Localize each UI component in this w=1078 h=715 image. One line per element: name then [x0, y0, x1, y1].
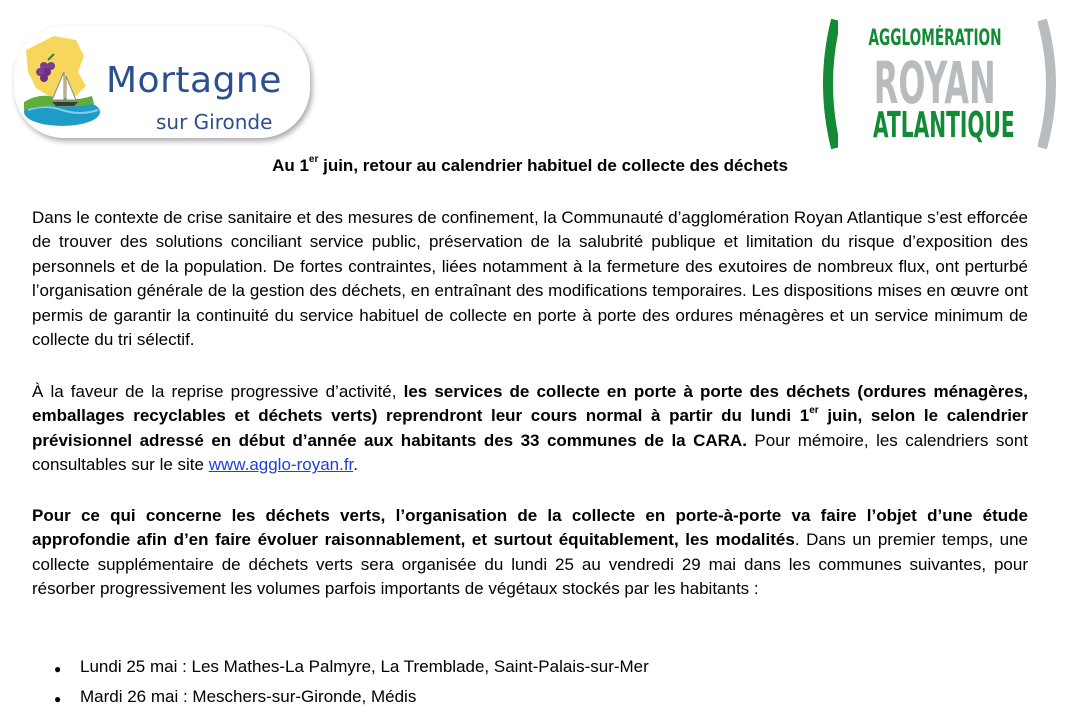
- collection-schedule-list: [54, 655, 1044, 715]
- royan-logo-line2: ROYAN: [873, 49, 996, 117]
- paragraph-context: Dans le contexte de crise sanitaire et des mesures de confinement, la Communauté d’agglomération Royan Atlantique s’est efforcée de trouver des solutions conciliant service public, préservation de la salubrité publique et limitation du risque d’exposition des personnels et de la population. De fortes contraintes, liées notamment à la fermeture des exutoires de nombreux flux, ont perturbé l’organisation générale de la gestion des déchets, en entraînant des modifications temporaires. Les dispositions mises en œuvre ont permis de garantir la continuité du service habituel de collecte en porte à porte des ordures ménagères et un service minimum de collecte du tri sélectif.: [32, 208, 1028, 350]
- p2-memo: Pour mémoire, les calendriers sont consultables sur le site: [32, 430, 1029, 475]
- royan-logo-line3: ATLANTIQUE: [873, 105, 1015, 146]
- p2-bold-a: les services de collecte en porte à porte des déchets (ordures ménagères, emballages recyclables et déchets verts) reprendront leur cours normal à partir du lundi 1: [32, 382, 1028, 426]
- list-item-text: Mardi 26 mai : Meschers-sur-Gironde, Médis: [80, 687, 417, 706]
- bullet-icon: ●: [54, 662, 62, 676]
- royan-atlantique-logo: [818, 14, 1064, 152]
- list-item-text: Lundi 25 mai : Les Mathes-La Palmyre, La Tremblade, Saint-Palais-sur-Mer: [80, 657, 649, 676]
- left-parenthesis-icon: [818, 18, 838, 150]
- right-parenthesis-icon: [1038, 18, 1062, 150]
- mortagne-subtitle: sur Gironde: [156, 110, 273, 134]
- p2-intro: À la faveur de la reprise progressive d’activité,: [32, 382, 404, 401]
- title-prefix: Au 1: [272, 156, 309, 175]
- p3-bold: Pour ce qui concerne les déchets verts, l’organisation de la collecte en porte-à-porte va faire l’objet d’une étude approfondie afin d’en faire évoluer raisonnablement, et surtout équitablement, les modalités: [32, 506, 1028, 550]
- paragraph-resumption: [32, 380, 1028, 478]
- mortagne-name: Mortagne: [106, 60, 282, 101]
- agglo-royan-link[interactable]: www.agglo-royan.fr: [208, 455, 354, 475]
- title-rest: juin, retour au calendrier habituel de collecte des déchets: [318, 156, 788, 175]
- p2-bold-b: juin, selon le calendrier prévisionnel adressé en début d’année aux habitants des 33 communes de la CARA.: [32, 406, 1028, 450]
- page-title: [0, 154, 1060, 178]
- bullet-icon: ●: [54, 692, 62, 706]
- p2-end: .: [353, 455, 359, 475]
- list-item: [54, 655, 1044, 685]
- paragraph-green-waste: [32, 504, 1028, 602]
- royan-logo-line1: AGGLOMÉRATION: [868, 26, 1002, 51]
- title-sup: er: [308, 154, 319, 166]
- p3-rest: . Dans un premier temps, une collecte supplémentaire de déchets verts sera organisée du lundi 25 au vendredi 29 mai dans les communes suivantes, pour résorber progressivement les volumes parfois importants de végétaux stockés par les habitants :: [32, 530, 1028, 599]
- p2-bold-sup: er: [809, 404, 819, 416]
- mortagne-logo: [14, 26, 310, 138]
